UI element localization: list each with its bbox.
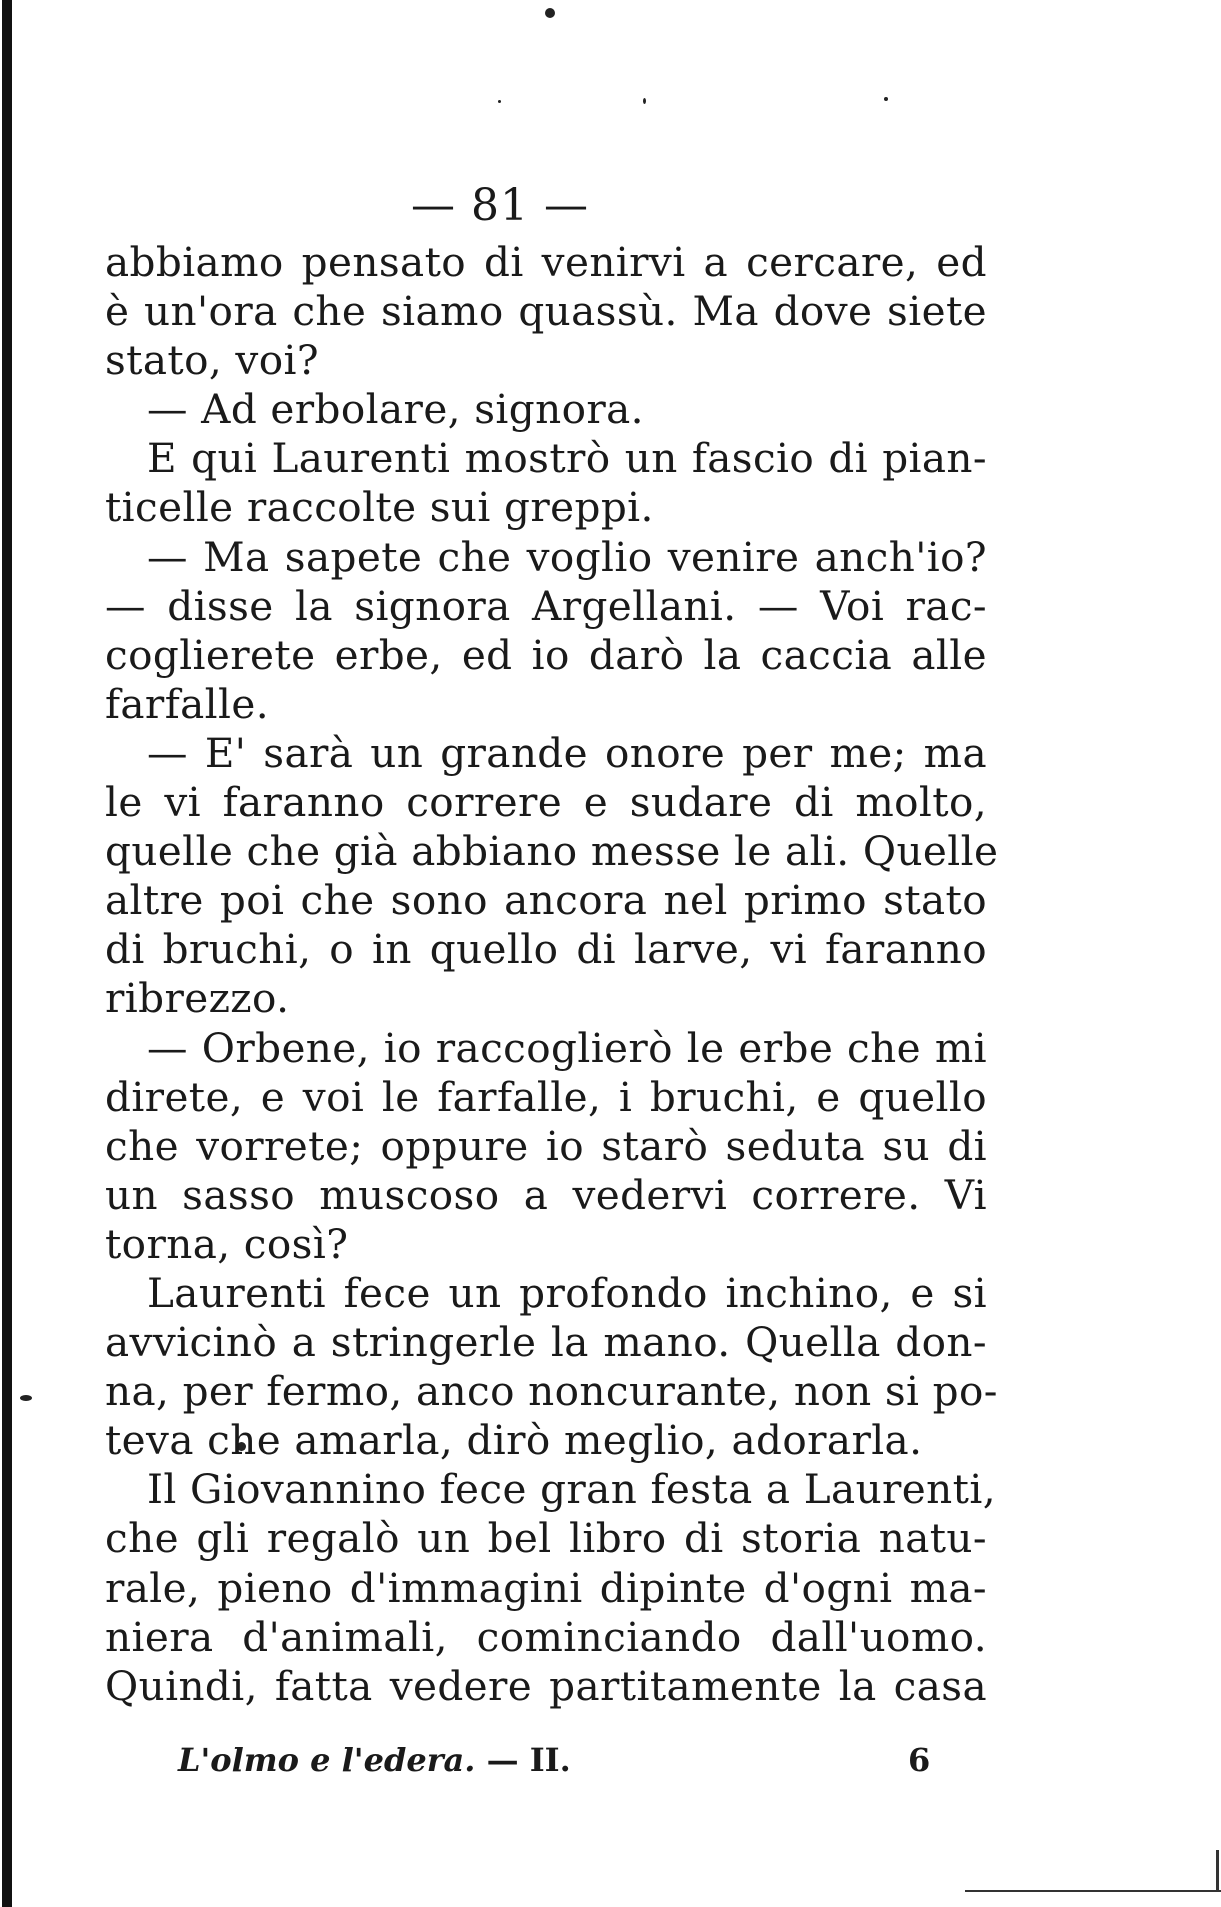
text-line: — E' sarà un grande onore per me; ma: [147, 728, 987, 777]
signature-mark: 6: [908, 1741, 931, 1779]
text-line: avvicinò a stringerle la mano. Quella don-: [105, 1318, 987, 1367]
text-line: direte, e voi le farfalle, i bruchi, e quello: [105, 1072, 987, 1121]
body-text: [105, 238, 999, 1711]
text-line: di bruchi, o in quello di larve, vi faranno: [105, 925, 987, 974]
text-line: che vorrete; oppure io starò seduta su di: [105, 1121, 987, 1170]
text-line: niera d'animali, cominciando dall'uomo.: [105, 1612, 987, 1661]
text-line: ticelle raccolte sui greppi.: [105, 483, 654, 532]
text-line: Laurenti fece un profondo inchino, e si: [147, 1268, 987, 1317]
text-line: quelle che già abbiano messe le ali. Quelle: [105, 827, 999, 876]
text-line: rale, pieno d'immagini dipinte d'ogni ma-: [105, 1563, 987, 1612]
text-line: E qui Laurenti mostrò un fascio di pian-: [147, 434, 987, 483]
text-line: na, per fermo, anco noncurante, non si po-: [105, 1367, 998, 1416]
text-line: le vi faranno correre e sudare di molto,: [105, 778, 987, 827]
text-line: — disse la signora Argellani. — Voi rac-: [105, 581, 987, 630]
text-line: abbiamo pensato di venirvi a cercare, ed: [105, 238, 987, 286]
text-line: coglierete erbe, ed io darò la caccia alle: [105, 630, 987, 679]
scan-speck: [498, 100, 501, 103]
left-binding-edge: [2, 0, 12, 1907]
text-line: — Ma sapete che voglio venire anch'io?: [147, 532, 987, 581]
text-line: ribrezzo.: [105, 974, 290, 1023]
bottom-rule: [965, 1890, 1221, 1892]
scan-speck: [20, 1395, 32, 1401]
text-line: altre poi che sono ancora nel primo stato: [105, 876, 987, 925]
volume-number: — II.: [486, 1741, 571, 1779]
text-line: torna, così?: [105, 1219, 349, 1268]
text-line: Il Giovannino fece gran festa a Laurenti,: [147, 1465, 996, 1514]
text-line: che gli regalò un bel libro di storia natu-: [105, 1514, 987, 1563]
book-title: L'olmo e l'edera.: [178, 1741, 476, 1779]
text-line: è un'ora che siamo quassù. Ma dove siete: [105, 287, 987, 336]
text-line: farfalle.: [105, 679, 269, 728]
bottom-rule-tick: [1216, 1850, 1219, 1892]
scan-speck: [643, 98, 646, 104]
scan-speck: [545, 8, 555, 18]
page-number: — 81 —: [411, 180, 589, 231]
scan-speck: [884, 97, 888, 101]
text-line: teva che amarla, dirò meglio, adorarla.: [105, 1416, 923, 1465]
page-footer: [178, 1741, 931, 1779]
text-line: un sasso muscoso a vedervi correre. Vi: [105, 1170, 987, 1219]
text-line: — Ad erbolare, signora.: [147, 385, 644, 434]
text-line: — Orbene, io raccoglierò le erbe che mi: [147, 1023, 987, 1072]
text-line: Quindi, fatta vedere partitamente la casa: [105, 1661, 987, 1710]
text-line: stato, voi?: [105, 336, 319, 385]
